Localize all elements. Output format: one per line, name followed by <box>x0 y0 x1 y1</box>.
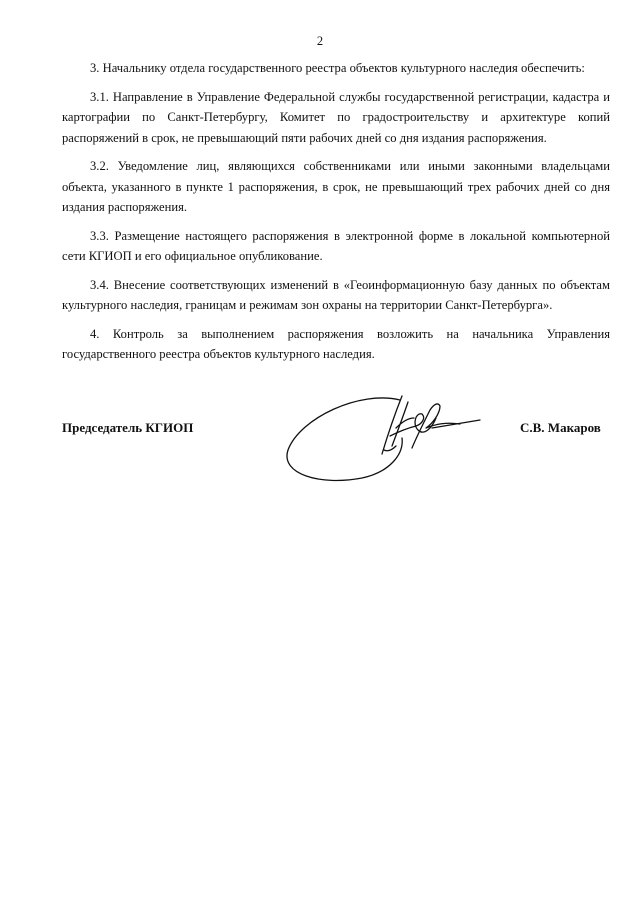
paragraph-3-3: 3.3. Размещение настоящего распоряжения в электронной форме в локальной компьютерной сети КГИОП и его официальное опубликование. <box>62 228 610 263</box>
paragraph-3-1: 3.1. Направление в Управление Федеральной службы государственной регистрации, кадастра и картографии по Санкт-Петербургу, Комитет по градостроительству и архитектуре копий распоряжений в срок, не превышающий пяти рабочих дней со дня издания распоряжения. <box>62 89 610 145</box>
signatory-title: Председатель КГИОП <box>62 420 194 435</box>
paragraph-4: 4. Контроль за выполнением распоряжения возложить на начальника Управления государственного реестра объектов культурного наследия. <box>62 326 610 361</box>
page-number: 2 <box>316 34 324 48</box>
paragraph-3-4: 3.4. Внесение соответствующих изменений в «Геоинформационную базу данных по объектам культурного наследия, границам и режимам зон охраны на территории Санкт-Петербурга». <box>62 277 610 312</box>
signatory-name: С.В. Макаров <box>520 420 601 435</box>
handwritten-signature <box>280 388 500 488</box>
document-body <box>62 58 610 373</box>
paragraph-3: 3. Начальнику отдела государственного реестра объектов культурного наследия обеспечить: <box>90 61 585 75</box>
paragraph-3-2: 3.2. Уведомление лиц, являющихся собственниками или иными законными владельцами объекта, указанного в пункте 1 распоряжения, в срок, не превышающий трех рабочих дней со дня издания распоряжения. <box>62 159 610 214</box>
